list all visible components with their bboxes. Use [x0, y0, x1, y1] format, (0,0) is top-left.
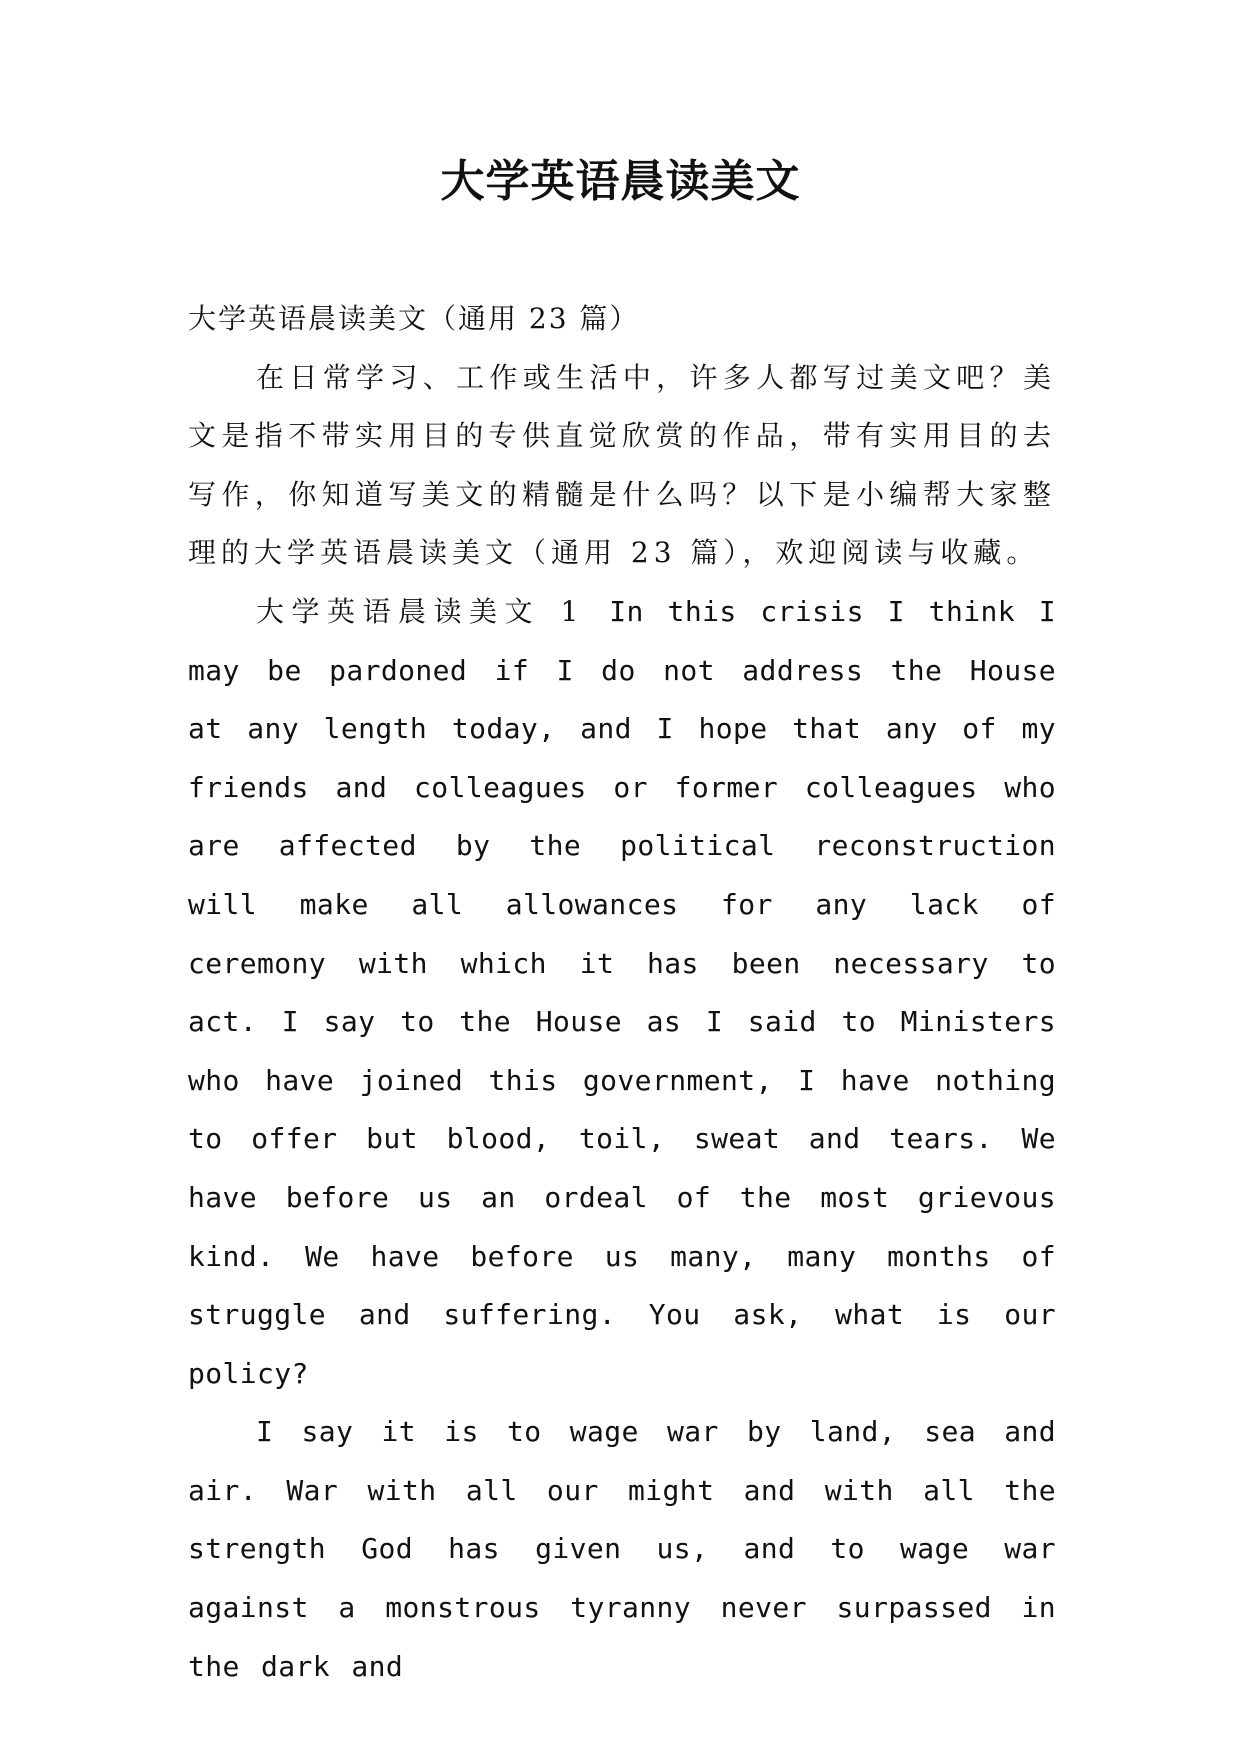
- document-body: [188, 290, 1056, 1696]
- document-title: 大学英语晨读美文: [440, 156, 801, 207]
- essay-paragraph-2: I say it is to wage war by land, sea and air. War with all our might and with all the strength God has given us, and to wage war against a monstrous tyranny never surpassed in the dark and: [188, 1415, 1056, 1683]
- intro-paragraph: 在日常学习、工作或生活中，许多人都写过美文吧？美文是指不带实用目的专供直觉欣赏的作品，带有实用目的去写作，你知道写美文的精髓是什么吗？以下是小编帮大家整理的大学英语晨读美文（通用 23 篇），欢迎阅读与收藏。: [188, 360, 1056, 570]
- document-subtitle: 大学英语晨读美文（通用 23 篇）: [188, 302, 640, 335]
- essay-paragraph-1-text: In this crisis I think I may be pardoned if I do not address the House at any length today, and I hope that any of my friends and colleagues or former colleagues who are affected by the political reconstruction will make all allowances for any lack of ceremony with which it has been necessary to act. I say to the House as I said to Ministers who have joined this government, I have nothing to offer but blood, toil, sweat and tears. We have before us an ordeal of the most grievous kind. We have before us many, many months of struggle and suffering. You ask, what is our policy?: [188, 594, 1056, 1390]
- section-heading: 大学英语晨读美文 1: [256, 594, 584, 628]
- essay-paragraph-1: [188, 583, 1056, 1403]
